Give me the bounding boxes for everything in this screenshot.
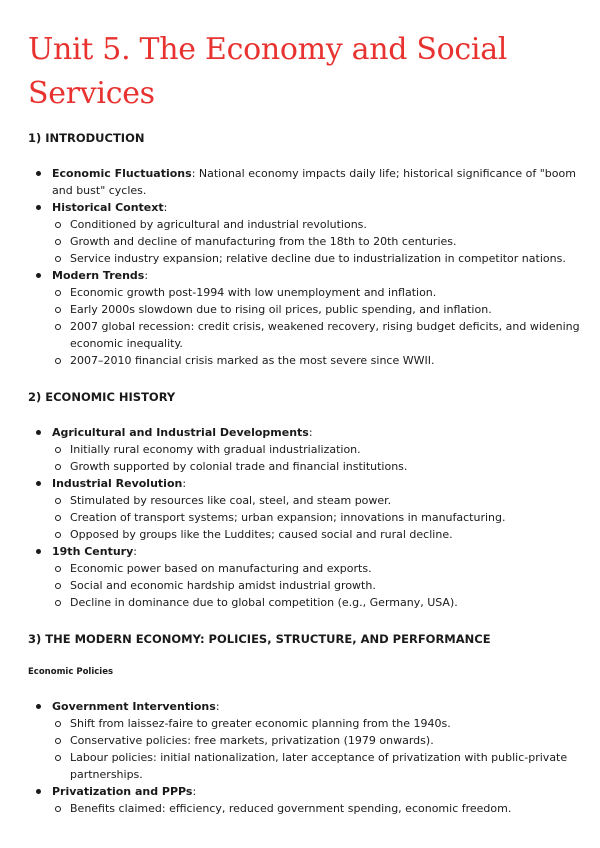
sub-list-item: Growth supported by colonial trade and financial institutions. <box>52 458 580 475</box>
sub-list-item: Early 2000s slowdown due to rising oil prices, public spending, and inflation. <box>52 301 580 318</box>
list-item <box>28 199 580 267</box>
item-term: Privatization and PPPs <box>52 785 193 798</box>
item-term: Government Interventions <box>52 700 216 713</box>
sub-list-item: Creation of transport systems; urban expansion; innovations in manufacturing. <box>52 509 580 526</box>
sub-list-item: Service industry expansion; relative decline due to industrialization in competitor nations. <box>52 250 580 267</box>
list-item <box>28 783 580 817</box>
item-text: : <box>163 201 168 214</box>
document-body <box>28 130 580 837</box>
list-item <box>28 267 580 369</box>
item-text: : <box>182 477 187 490</box>
sub-list-item: Initially rural economy with gradual industrialization. <box>52 441 580 458</box>
sub-list-item: Decline in dominance due to global competition (e.g., Germany, USA). <box>52 594 580 611</box>
item-text: : <box>308 426 313 439</box>
section-heading: 2) ECONOMIC HISTORY <box>28 390 176 404</box>
list-item <box>28 424 580 475</box>
sub-list-item: Social and economic hardship amidst industrial growth. <box>52 577 580 594</box>
page-title: Unit 5. The Economy and Social Services <box>28 32 508 111</box>
sub-list-item: Conditioned by agricultural and industrial revolutions. <box>52 216 580 233</box>
sub-list-item: Economic growth post-1994 with low unemployment and inflation. <box>52 284 580 301</box>
sub-list-item: Shift from laissez-faire to greater economic planning from the 1940s. <box>52 715 580 732</box>
sub-list-item: 2007 global recession: credit crisis, weakened recovery, rising budget deficits, and widening economic inequality. <box>52 318 580 352</box>
item-text: : <box>192 785 197 798</box>
sub-list-item: 2007–2010 financial crisis marked as the most severe since WWII. <box>52 352 580 369</box>
bullet-list <box>28 424 580 611</box>
list-item <box>28 543 580 611</box>
item-text: : <box>133 545 137 558</box>
bullet-list <box>28 698 580 817</box>
list-item <box>28 165 580 199</box>
list-item <box>28 475 580 543</box>
item-text: : <box>215 700 220 713</box>
sub-list-item: Opposed by groups like the Luddites; caused social and rural decline. <box>52 526 580 543</box>
bullet-list <box>28 165 580 369</box>
item-term: Modern Trends <box>52 269 145 282</box>
section <box>28 130 580 369</box>
section <box>28 389 580 611</box>
sub-list <box>52 441 580 475</box>
sub-list <box>52 560 580 611</box>
sub-list-item: Labour policies: initial nationalization, later acceptance of privatization with public-private partnerships. <box>52 749 580 783</box>
section-heading: 3) THE MODERN ECONOMY: POLICIES, STRUCTURE, AND PERFORMANCE <box>28 632 491 646</box>
section-heading: 1) INTRODUCTION <box>28 131 145 145</box>
sub-list <box>52 800 580 817</box>
item-text: : National economy impacts daily life; historical significance of "boom and bust" cycles. <box>52 167 576 197</box>
item-term: Economic Fluctuations <box>52 167 192 180</box>
item-term: Industrial Revolution <box>52 477 183 490</box>
item-term: 19th Century <box>52 545 134 558</box>
item-term: Agricultural and Industrial Developments <box>52 426 309 439</box>
sub-list-item: Benefits claimed: efficiency, reduced government spending, economic freedom. <box>52 800 580 817</box>
list-item <box>28 698 580 783</box>
sub-list <box>52 216 580 267</box>
item-text: : <box>144 269 149 282</box>
section-subheading: Economic Policies <box>28 667 114 677</box>
sub-list-item: Conservative policies: free markets, privatization (1979 onwards). <box>52 732 580 749</box>
sub-list-item: Economic power based on manufacturing and exports. <box>52 560 580 577</box>
sub-list-item: Growth and decline of manufacturing from the 18th to 20th centuries. <box>52 233 580 250</box>
sub-list <box>52 715 580 783</box>
sub-list <box>52 284 580 369</box>
sub-list <box>52 492 580 543</box>
section <box>28 631 580 817</box>
item-term: Historical Context <box>52 201 164 214</box>
sub-list-item: Stimulated by resources like coal, steel, and steam power. <box>52 492 580 509</box>
